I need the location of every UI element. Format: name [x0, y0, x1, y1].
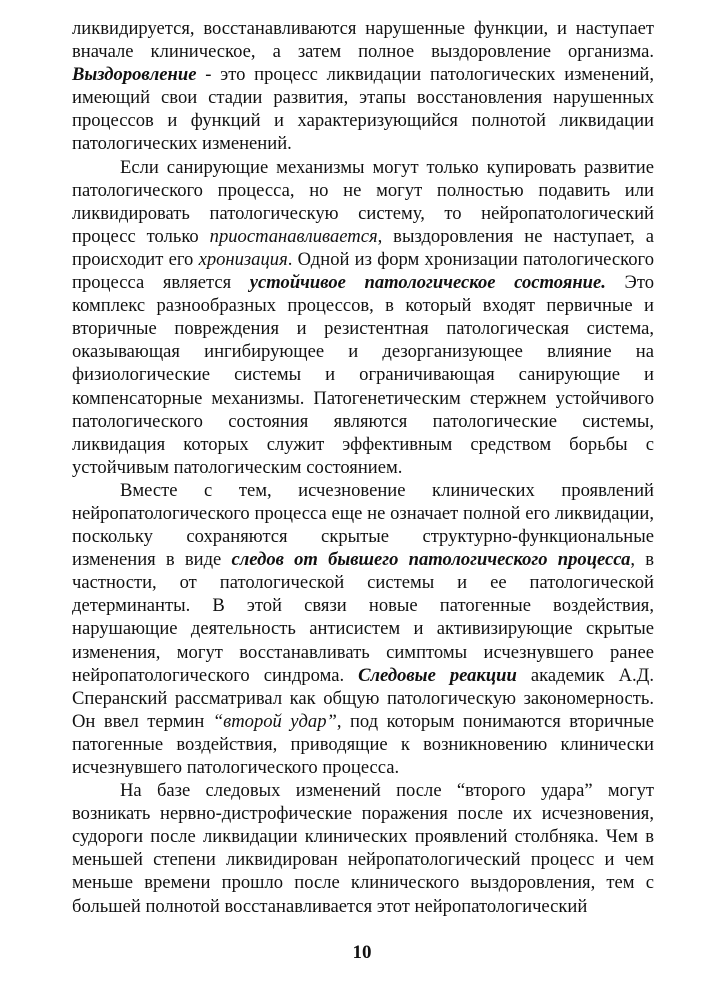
paragraph	[72, 479, 654, 779]
text-run: На базе следовых изменений после “второго удара” могут возникать нервно-дистрофические поражения после их исчезновения, судороги после ликвидации клинических проявлений столбняка. Чем в меньшей степени ликвидирован нейропатологический процесс и чем меньше времени прошло после клинического выздоровления, тем с большей полнотой восстанавливается этот нейропатологический	[72, 780, 654, 917]
text-run: , под которым понимаются вторичные патогенные воздействия, приводящие к возникновению клинически исчезнувшего патологического процесса.	[72, 710, 655, 778]
paragraph	[72, 779, 654, 918]
italic-term: приостанавливается	[209, 225, 378, 247]
text-run: . Одной из форм хронизации патологического процесса является	[72, 248, 654, 294]
emphasized-term: следов от бывшего патологического процесса	[231, 549, 631, 571]
text-run: , в частности, от патологической системы и ее патологической детерминанты. В этой связи новые патогенные воздействия, нарушающие деятельность антисистем и активизирующие скрытые изменения, могут восстанавливать симптомы исчезнувшего ранее нейропатологического синдрома.	[72, 549, 654, 686]
text-run: Это комплекс разнообразных процессов, в который входят первичные и вторичные повреждения и резистентная патологическая система, оказывающая ингибирующее и дезорганизующее влияние на физиологические системы и ограничивающая санирующие и компенсаторные механизмы. Патогенетическим стержнем устойчивого патологического состояния являются патологические системы, ликвидация которых служит эффективным средством борьбы с устойчивым патологическим состоянием.	[72, 272, 654, 478]
italic-term: хронизация	[198, 248, 288, 270]
text-run: Если санирующие механизмы могут только купировать развитие патологического процесса, но не могут полностью подавить или ликвидировать патологическую систему, то нейропатологический процесс только	[72, 156, 654, 247]
document-body	[72, 17, 654, 918]
page-number: 10	[352, 942, 372, 963]
paragraph	[72, 17, 654, 156]
italic-term: “второй удар”	[212, 710, 337, 732]
document-page	[72, 17, 654, 918]
text-run: - это процесс ликвидации патологических изменений, имеющий свои стадии развития, этапы восстановления нарушенных процессов и функций и характеризующийся полнотой ликвидации патологических изменений.	[72, 64, 654, 155]
emphasized-term: устойчивое патологическое состояние.	[249, 272, 606, 294]
text-run: ликвидируется, восстанавливаются нарушенные функции, и наступает вначале клиническое, а затем полное выздоровление организма.	[72, 18, 654, 63]
paragraph	[72, 156, 654, 479]
emphasized-term: Выздоровление	[72, 64, 197, 86]
text-run: академик А.Д. Сперанский рассматривал как общую патологическую закономерность. Он ввел термин	[72, 664, 654, 732]
text-run: , выздоровления не наступает, а происходит его	[72, 225, 654, 270]
text-run: Вместе с тем, исчезновение клинических проявлений нейропатологического процесса еще не означает полной его ликвидации, поскольку сохраняются скрытые структурно-функциональные изменения в виде	[72, 479, 654, 571]
emphasized-term: Следовые реакции	[358, 664, 517, 686]
